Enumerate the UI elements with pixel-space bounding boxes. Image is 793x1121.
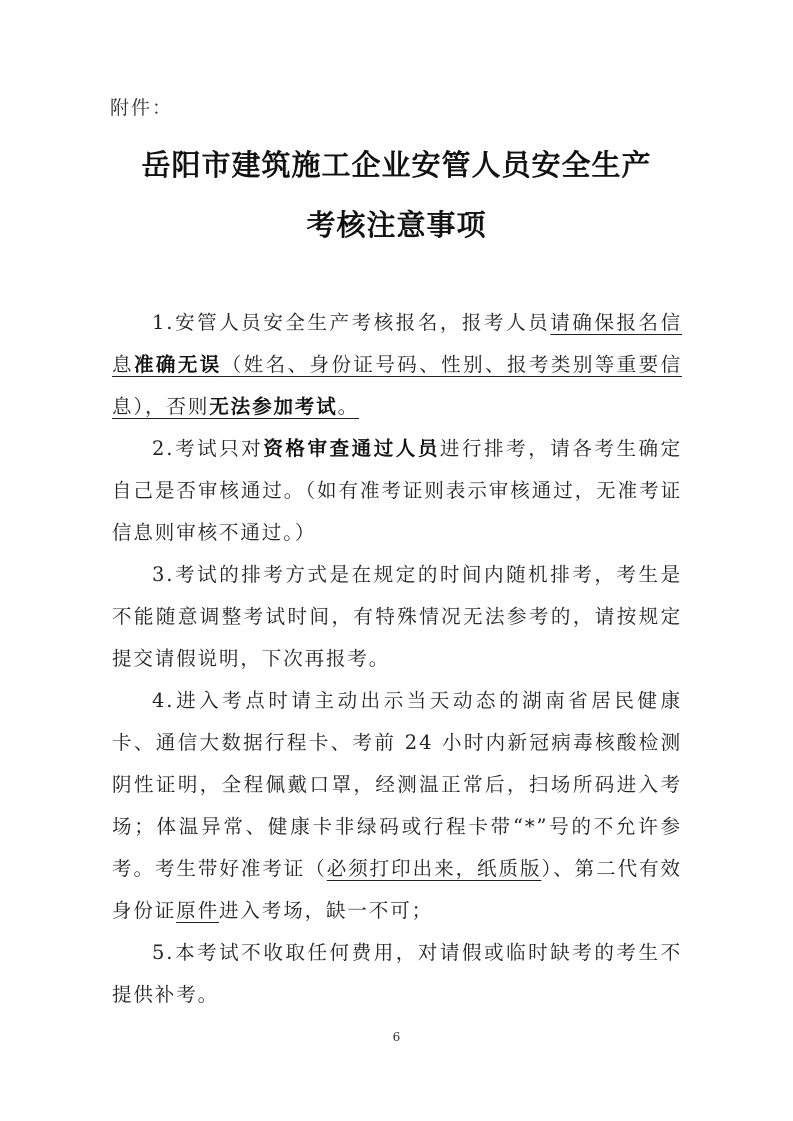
paragraph-1-emphasis-cannot-attend: 无法参加考试 [209, 395, 338, 418]
paragraph-1 [112, 302, 682, 428]
paragraph-2-emphasis: 资格审查通过人员 [263, 437, 440, 460]
paragraph-5 [112, 932, 682, 1016]
paragraph-5-text: 5.本考试不收取任何费用，对请假或临时缺考的考生不提供补考。 [112, 941, 682, 1006]
paragraph-3-text: 3.考试的排考方式是在规定的时间内随机排考，考生是不能随意调整考试时间，有特殊情况无法参考的，请按规定提交请假说明，下次再报考。 [112, 563, 682, 670]
document-body [112, 302, 682, 1016]
paragraph-1-emphasis-accurate: 准确无误 [133, 353, 222, 376]
paragraph-4-text-middle: ）、第二代有效身份证 [112, 857, 682, 922]
attachment-label: 附件： [110, 97, 174, 119]
paragraph-3 [112, 554, 682, 680]
document-title-line-1: 岳阳市建筑施工企业安管人员安全生产 [141, 148, 652, 182]
paragraph-2-text-end: 进行排考，请各考生确定自己是否审核通过。（如有准考证则表示审核通过，无准考证信息则审核不通过。） [112, 437, 683, 544]
paragraph-2 [112, 428, 682, 554]
paragraph-1-underlined-plain: 请确保报名信息 [112, 311, 682, 376]
document-title-line-2: 考核注意事项 [306, 208, 487, 242]
paragraph-2-text-start: 2.考试只对 [152, 437, 264, 460]
paragraph-1-underlined-detail: （姓名、身份证号码、性别、报考类别等重要信息），否则 [112, 353, 682, 418]
page-number: 6 [392, 1030, 401, 1044]
paragraph-4 [112, 680, 682, 932]
paragraph-4-underlined-print: 必须打印出来，纸质版 [326, 857, 542, 880]
paragraph-4-text-end: 进入考场，缺一不可； [219, 899, 434, 922]
paragraph-4-underlined-original: 原件 [176, 899, 220, 922]
paragraph-1-end: 。 [337, 395, 360, 418]
paragraph-4-text-start: 4.进入考点时请主动出示当天动态的湖南省居民健康卡、通信大数据行程卡、考前 24 小时内新冠病毒核酸检测阴性证明，全程佩戴口罩，经测温正常后，扫场所码进入考场；体温异常、健康卡非绿码或行程卡带“*”号的不允许参考。考生带好准考证（ [112, 689, 682, 880]
paragraph-1-text: 1.安管人员安全生产考核报名，报考人员 [152, 311, 551, 334]
